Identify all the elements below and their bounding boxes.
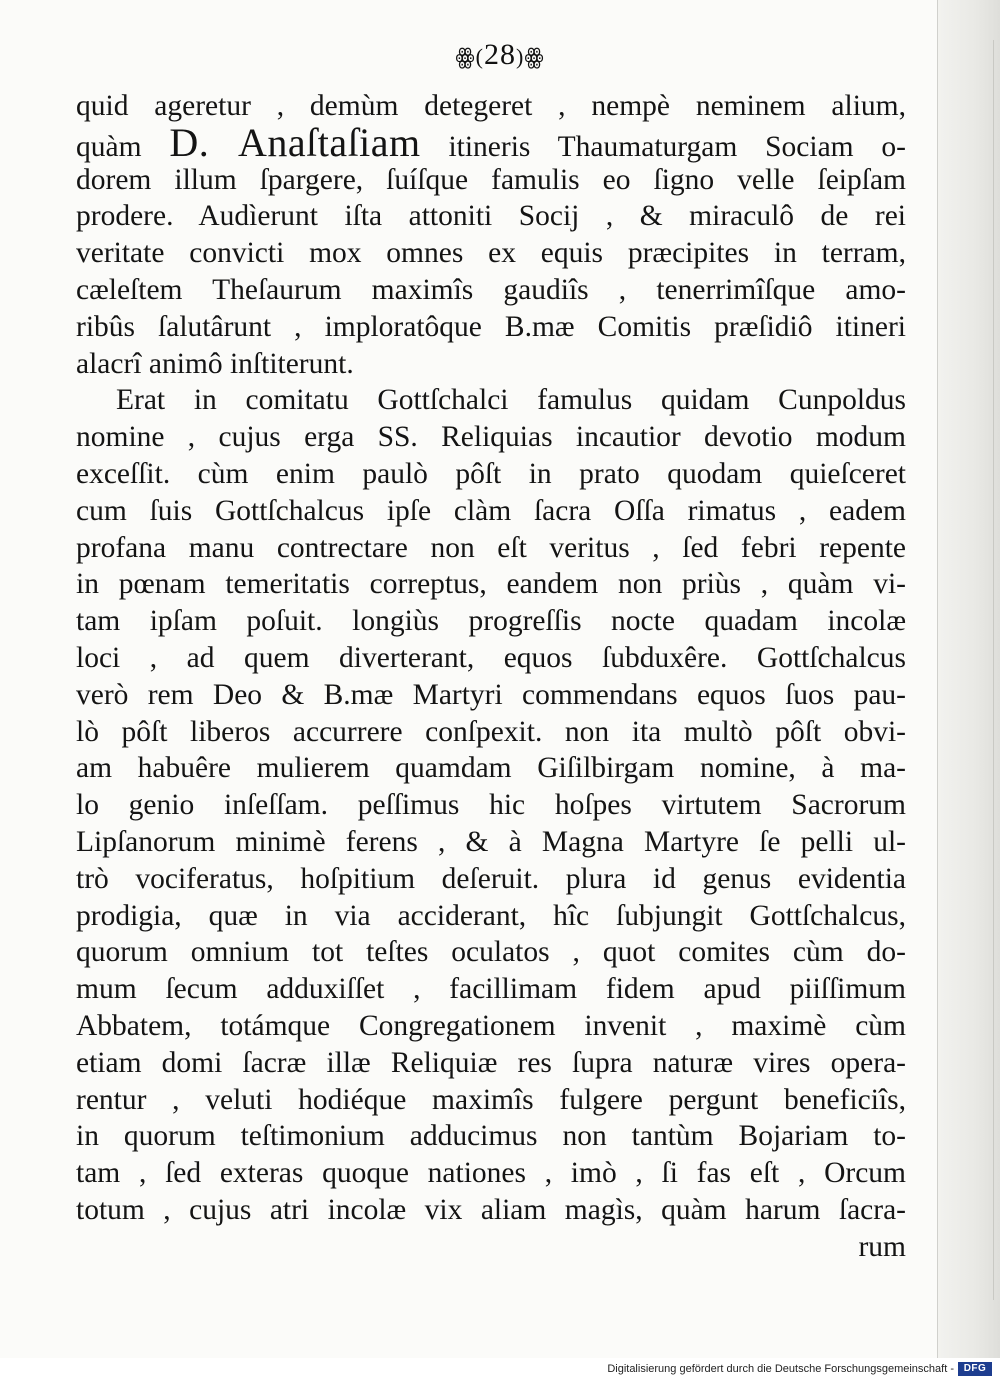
text-line: [76, 119, 906, 165]
dfg-logo-icon: DFG: [958, 1362, 992, 1376]
catchword: rum: [858, 1230, 906, 1263]
text-line: nomine , cujus erga SS. Reliquias incautior devotio modum: [76, 421, 906, 454]
paragraph-start: Erat in comitatu Gottſchalci famulus quidam Cunpoldus: [116, 384, 906, 417]
page-edge-line: [993, 40, 994, 1300]
text-line: tam ipſam poſuit. longiùs progreſſis nocte quadam incolæ: [76, 605, 906, 638]
text-line: lo genio inſeſſam. peſſimus hic hoſpes virtutem Sacrorum: [76, 789, 906, 822]
text-line: trò vociferatus, hoſpitium deſeruit. plura id genus evidentia: [76, 862, 906, 895]
text-line: veritate convicti mox omnes ex equis præcipites in terram,: [76, 237, 906, 270]
text-line: profana manu contrectare non eſt veritus , ſed febri repente: [76, 531, 906, 564]
header-ornament-left: ꙮ(: [455, 44, 484, 70]
text-line: alacrî animô inſtiterunt.: [76, 347, 354, 380]
facing-page-edge: [937, 0, 1000, 1360]
text-line: prodigia, quæ in via acciderant, hîc ſubjungit Gottſchalcus,: [76, 899, 906, 932]
text-line: cum ſuis Gottſchalcus ipſe clàm ſacra Oſſa rimatus , eadem: [76, 494, 906, 527]
text-line: Abbatem, totámque Congregationem invenit , maximè cùm: [76, 1009, 906, 1042]
page-number: 28: [484, 38, 516, 71]
digitization-footer: [0, 1358, 1000, 1380]
text-line: tam , ſed exteras quoque nationes , imò , ſi fas eſt , Orcum: [76, 1157, 906, 1190]
text-line-rest: itineris Thaumaturgam Sociam o-: [420, 130, 906, 163]
page-header: [0, 38, 1000, 72]
text-line: exceſſit. cùm enim paulò pôſt in prato quodam quieſceret: [76, 457, 906, 490]
text-line: in pœnam temeritatis correptus, eandem non priùs , quàm vi-: [76, 568, 906, 601]
text-line: quid ageretur , demùm detegeret , nempè neminem alium,: [76, 90, 906, 122]
text-line: verò rem Deo & B.mæ Martyri commendans equos ſuos pau-: [76, 678, 906, 711]
text-line: ribûs ſalutârunt , imploratôque B.mæ Comitis præſidiô itineri: [76, 310, 906, 343]
text-line: loci , ad quem diverterant, equos ſubduxêre. Gottſchalcus: [76, 641, 906, 674]
text-line: rentur , veluti hodiéque maximîs fulgere pergunt beneficiîs,: [76, 1083, 906, 1116]
text-line: prodere. Audìerunt iſta attoniti Socij , & miraculô de rei: [76, 200, 906, 233]
text-line: cæleſtem Theſaurum maximîs gaudiîs , tenerrimîſque amo-: [76, 273, 906, 306]
text-line: dorem illum ſpargere, ſuíſque famulis eo ſigno velle ſeipſam: [76, 163, 906, 196]
body-text: [76, 88, 906, 1266]
text-line: am habuêre mulierem quamdam Giſilbirgam nomine, à ma-: [76, 752, 906, 785]
saint-name: D. Anaſtaſiam: [169, 119, 421, 165]
text-line-start: quàm: [76, 130, 170, 163]
text-line: Lipſanorum minimè ferens , & à Magna Martyre ſe pelli ul-: [76, 825, 906, 858]
header-ornament-right: )ꙮ: [516, 44, 545, 70]
text-line: quorum omnium tot teſtes oculatos , quot comites cùm do-: [76, 936, 906, 969]
text-line: in quorum teſtimonium adducimus non tantùm Bojariam to-: [76, 1120, 906, 1153]
text-line: mum ſecum adduxiſſet , facillimam fidem apud piiſſimum: [76, 973, 906, 1006]
text-line: etiam domi ſacræ illæ Reliquiæ res ſupra naturæ vires opera-: [76, 1046, 906, 1079]
text-line: totum , cujus atri incolæ vix aliam magìs, quàm harum ſacra-: [76, 1193, 906, 1226]
footer-credit: Digitalisierung gefördert durch die Deutsche Forschungsgemeinschaft -: [607, 1363, 954, 1375]
text-line: lò pôſt liberos accurrere conſpexit. non ita multò pôſt obvi-: [76, 715, 906, 748]
